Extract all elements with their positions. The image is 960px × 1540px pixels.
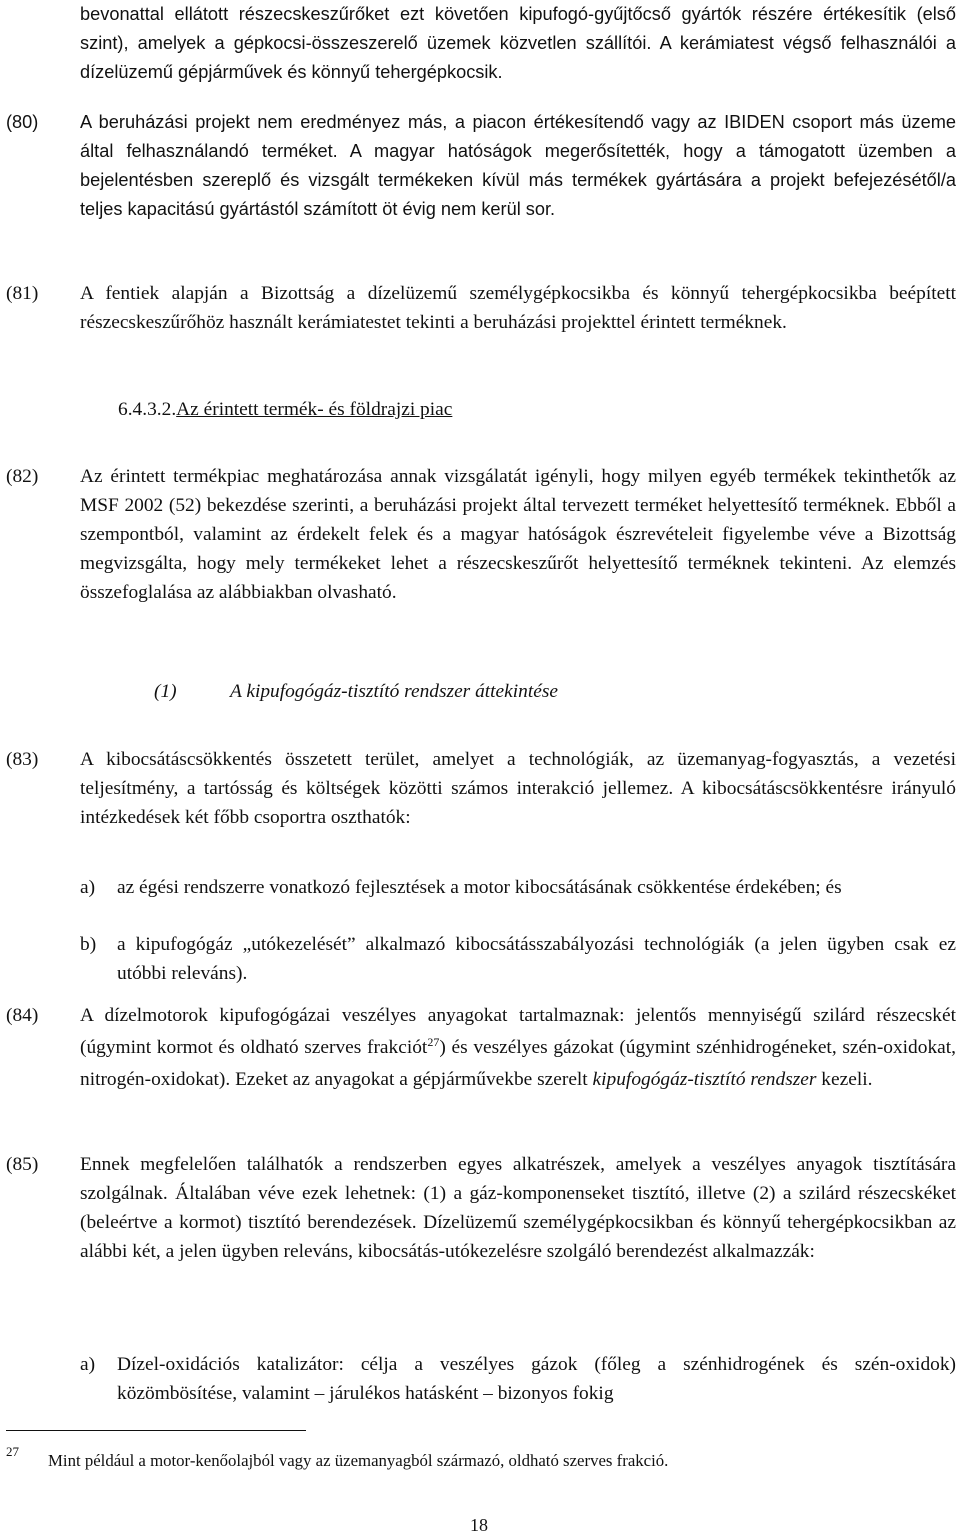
paragraph-number: (83) (6, 749, 39, 770)
section-heading (118, 395, 452, 424)
paragraph-text: ) és veszélyes gázokat (úgymint szénhidrogéneket, szén-oxidokat, nitrogén-oxidokat). Ezeket az anyagokat a gépjárművekbe szerelt (80, 1037, 956, 1090)
paragraph-81 (6, 279, 956, 337)
paragraph-number: (81) (6, 283, 39, 304)
paragraph-number: (80) (6, 112, 39, 132)
footnote-divider (6, 1430, 306, 1431)
list-item (80, 873, 956, 902)
paragraph-83 (6, 745, 956, 832)
section-title: Az érintett termék- és földrajzi piac (176, 399, 453, 420)
footnote-number: 27 (6, 1444, 19, 1459)
section-number: 6.4.3.2. (118, 399, 177, 420)
italic-term: kipufogógáz-tisztító rendszer (592, 1069, 817, 1090)
paragraph-body: A kibocsátáscsökkentés összetett terület, amelyet a technológiák, az üzemanyag-fogyasztás, a vezetési teljesítmény, a tartósság és költségek közötti számos interakció jellemez. A kibocsátáscsökkentésre irányuló intézkedések két főbb csoportra oszthatók: (80, 749, 956, 828)
list-item-text: az égési rendszerre vonatkozó fejlesztések a motor kibocsátásának csökkentése érdekében; és (117, 877, 842, 898)
paragraph-number: (85) (6, 1154, 39, 1175)
footnote-reference[interactable]: 27 (427, 1035, 440, 1049)
continuation-paragraph (6, 0, 956, 87)
paragraph-body: Az érintett termékpiac meghatározása annak vizsgálatát igényli, hogy milyen egyéb termékek tekinthetők az MSF 2002 (52) bekezdése szerinti, a beruházási projekt által tervezett terméket helyettesítő terméknek. Ebből a szempontból, valamint az érdekelt felek és a magyar hatóságok észrevételeit figyelembe véve a Bizottság megvizsgálta, hogy mely termékeket lehet a részecskeszűrőt helyettesítő terméknek tekinteni. Az elemzés összefoglalása az alábbiakban olvasható. (80, 466, 956, 603)
footnote-text: Mint például a motor-kenőolajból vagy az üzemanyagból származó, oldható szerves frakció. (48, 1451, 669, 1470)
paragraph-body: Ennek megfelelően találhatók a rendszerben egyes alkatrészek, amelyek a veszélyes anyagok tisztítására szolgálnak. Általában véve ezek lehetnek: (1) a gáz-komponenseket tisztító, illetve (2) a szilárd részecskéket (beleértve a kormot) tisztító berendezések. Dízelüzemű személygépkocsikban és könnyű tehergépkocsikban az alábbi két, a jelen ügyben releváns, kibocsátás-utókezelésre szolgáló berendezést alkalmazzák: (80, 1154, 956, 1262)
paragraph-body: A fentiek alapján a Bizottság a dízelüzemű személygépkocsikba és könnyű tehergépkocsikba beépített részecskeszűrőhöz használt kerámiatestet tekinti a beruházási projekttel érintett terméknek. (80, 283, 956, 333)
paragraph-body: A beruházási projekt nem eredményez más, a piacon értékesítendő vagy az IBIDEN csoport más üzeme által felhasználandó terméket. A magyar hatóságok megerősítették, hogy a támogatott üzemben a bejelentésben szereplő és vizsgált termékeken kívül más termékek gyártására a projekt befejezésétől/a teljes kapacitású gyártástól számított öt évig nem kerül sor. (80, 112, 956, 219)
paragraph-85 (6, 1150, 956, 1266)
list-item-text: Dízel-oxidációs katalizátor: célja a veszélyes gázok (főleg a szénhidrogének és szén-oxidok) közömbösítése, valamint – járulékos hatásként – bizonyos fokig (117, 1354, 956, 1404)
list-item (80, 1350, 956, 1408)
paragraph-text: A dízelmotorok kipufogógázai veszélyes anyagokat tartalmaznak: jelentős mennyiségű szilárd részecskét (úgymint kormot és oldható szerves frakciót (80, 1005, 956, 1058)
subheading-number: (1) (154, 681, 177, 702)
list-item-label: b) (80, 934, 97, 955)
paragraph-82 (6, 462, 956, 607)
paragraph-number: (82) (6, 466, 39, 487)
subheading-title: A kipufogógáz-tisztító rendszer áttekintése (230, 681, 558, 702)
paragraph-text: kezeli. (816, 1069, 873, 1090)
list-item-text: a kipufogógáz „utókezelését” alkalmazó kibocsátásszabályozási technológiák (a jelen ügyben csak ez utóbbi releváns). (117, 934, 956, 984)
list-item-label: a) (80, 1354, 96, 1375)
page-number: 18 (470, 1515, 488, 1535)
paragraph-84 (6, 1000, 956, 1096)
paragraph-80 (6, 108, 956, 224)
paragraph-body: bevonattal ellátott részecskeszűrőket ezt követően kipufogó-gyűjtőcső gyártók részére értékesítik (első szint), amelyek a gépkocsi-összeszerelő üzemek közvetlen szállítói. A kerámiatest végső felhasználói a dízelüzemű gépjárművek és könnyű tehergépkocsik. (80, 4, 956, 82)
subheading (154, 677, 558, 706)
list-item (80, 930, 956, 988)
paragraph-number: (84) (6, 1005, 39, 1026)
paragraph-body (80, 1000, 956, 1096)
list-item-label: a) (80, 877, 96, 898)
